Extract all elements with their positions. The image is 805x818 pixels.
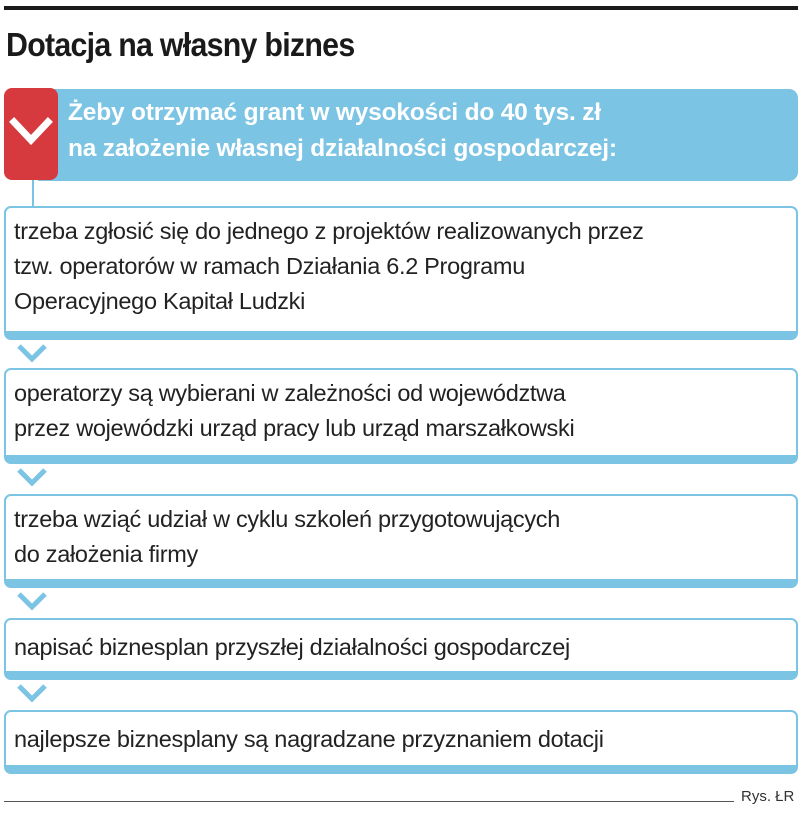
step-text-4	[14, 630, 788, 665]
step-3-line-1: trzeba wziąć udział w cyklu szkoleń przygotowujących	[14, 506, 561, 532]
connector-line	[32, 180, 34, 208]
header-text	[68, 95, 788, 167]
step-5-line-1: najlepsze biznesplany są nagradzane przyznaniem dotacji	[14, 726, 604, 752]
step-3-line-2: do założenia firmy	[14, 541, 198, 567]
step-box-2	[4, 368, 798, 464]
step-text-5	[14, 722, 788, 757]
step-text-1	[14, 214, 788, 319]
step-text-2	[14, 376, 788, 446]
step-box-4	[4, 618, 798, 680]
chevron-down-icon	[15, 466, 49, 488]
header-badge	[4, 88, 58, 180]
page-title: Dotacja na własny biznes	[6, 26, 355, 63]
step-4-line-1: napisać biznesplan przyszłej działalności gospodarczej	[14, 634, 570, 660]
step-box-1	[4, 206, 798, 340]
step-1-line-2: tzw. operatorów w ramach Działania 6.2 Programu	[14, 253, 525, 279]
step-1-line-1: trzeba zgłosić się do jednego z projektów realizowanych przez	[14, 218, 644, 244]
step-2-line-1: operatorzy są wybierani w zależności od województwa	[14, 380, 566, 406]
chevron-down-icon	[15, 682, 49, 704]
chevron-down-icon	[15, 590, 49, 612]
checkmark-chevron-icon	[4, 88, 58, 180]
top-rule	[4, 6, 798, 10]
step-2-line-2: przez wojewódzki urząd pracy lub urząd marszałkowski	[14, 415, 575, 441]
header-line-1: Żeby otrzymać grant w wysokości do 40 tys. zł	[68, 99, 601, 126]
chevron-down-icon	[15, 342, 49, 364]
bottom-rule	[4, 801, 734, 802]
step-text-3	[14, 502, 788, 572]
header-line-2: na założenie własnej działalności gospodarczej:	[68, 135, 617, 162]
credit-label: Rys. ŁR	[741, 788, 795, 805]
step-1-line-3: Operacyjnego Kapitał Ludzki	[14, 288, 306, 314]
step-box-5	[4, 710, 798, 774]
step-box-3	[4, 494, 798, 588]
